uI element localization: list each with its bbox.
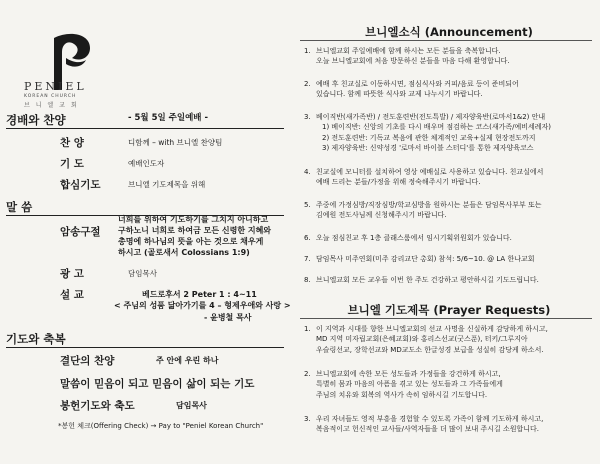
announcement-item: 4. 친교실에 모니터를 설치하여 영상 예배실로 사용하고 있습니다. 친교실에서 예배 드리는 분들/가정을 위해 정숙해주시기 바랍니다. bbox=[304, 168, 544, 187]
prayer-request-item: 1. 이 지역과 시대를 향한 브니엘교회의 선교 사명을 신실하게 감당하게 하시고, MD 지역 미자립교회(은혜교회)와 홍리스선교(굿스푼), 터키/그루지아 우슬링선교, 장학선교와 MD교도소 한글성경 보급을 성실히 감당케 하소서. bbox=[304, 325, 548, 354]
service-date: - 5월 5일 주일예배 - bbox=[128, 113, 208, 123]
sermon-title: < 주님의 성품 닮아가기를 4 – 형제우애와 사랑 > bbox=[114, 301, 291, 310]
joint-prayer-label: 합심기도 bbox=[60, 179, 101, 191]
sermon-label: 설 교 bbox=[60, 289, 84, 301]
prayer-request-item: 3. 우리 자녀들도 영적 부흥을 경험할 수 있도록 가족이 함께 기도하게 하시고, 복음적이고 헌신적인 교사들/사역자들을 더 많이 보내 주시길 소원합니다. bbox=[304, 415, 544, 434]
prayer-section-title: 기도와 축복 bbox=[6, 332, 66, 346]
sermon-reference: 베드로후서 2 Peter 1 : 4~11 bbox=[142, 290, 257, 299]
worship-section-title: 경배와 찬양 bbox=[6, 113, 66, 127]
announcements-divider bbox=[300, 40, 592, 41]
brand-church: KOREAN CHURCH bbox=[24, 94, 77, 99]
closing-hymn-label: 결단의 찬양 bbox=[60, 355, 115, 367]
praise-label: 찬 양 bbox=[60, 137, 84, 149]
prayer-divider bbox=[6, 347, 284, 348]
announcement-item: 1. 브니엘교회 주일예배에 함께 하시는 모든 분들을 축복합니다. 오늘 브니엘교회에 처음 방문하신 분들을 마음 다해 환영합니다. bbox=[304, 47, 510, 66]
memory-verse-text: 너희를 위하여 기도하기를 그치지 아니하고 구하노니 너희로 하여금 모든 신령한 지혜와 총명에 하나님의 뜻을 아는 것으로 채우게 하시고 (골로새서 Colossians 1:9) bbox=[118, 215, 272, 257]
closing-hymn-value: 주 안에 우린 하나 bbox=[156, 356, 219, 365]
prayer-request-item: 2. 브니엘교회에 속한 모든 성도들과 가정들을 강건하게 하시고, 특별히 몸과 마음의 아픔을 겪고 있는 성도들과 그 가족들에게 주님의 치유와 회복의 역사가 속히 임하시길 기도합니다. bbox=[304, 370, 503, 399]
announcement-item: 8. 브니엘교회 모든 교우들 이번 한 주도 건강하고 평안하시길 기도드립니다. bbox=[304, 276, 539, 284]
prayer-requests-title: 브니엘 기도제목 (Prayer Requests) bbox=[347, 303, 551, 317]
announcement-value: 담임목사 bbox=[128, 269, 157, 278]
sermon-pastor: - 윤병철 목사 bbox=[204, 313, 252, 322]
brand-name: PENIEL bbox=[24, 80, 87, 93]
announcement-item: 3. 베이직반(새가족반) / 전도훈련반(전도특발) / 제자양육반(로마서1&2) 안내 1) 베이직반: 신앙의 기초를 다시 배우며 점검하는 코스(새가족/예비세례자) 2) 전도훈련반: 기독교 복음에 관한 체계적인 교육+실제 현장전도까지 3) 제자양육반: 신약성경 '로마서 바이블 스터디'를 통한 제자양육코스 bbox=[304, 113, 552, 153]
announcement-item: 7. 담임목사 미주연회(미주 감리교단 총회) 참석: 5/6~10. @ LA 한나교회 bbox=[304, 255, 535, 263]
announcements-title: 브니엘소식 (Announcement) bbox=[365, 25, 533, 39]
word-section-title: 말 씀 bbox=[6, 200, 33, 214]
prayer-value: 예배인도자 bbox=[128, 159, 165, 168]
memory-verse-label: 암송구절 bbox=[60, 226, 101, 238]
announcement-item: 6. 오늘 점심친교 후 1층 클래스룸에서 임시기획위원회가 있습니다. bbox=[304, 234, 512, 242]
prayer-requests-divider bbox=[300, 318, 592, 319]
prayer-label: 기 도 bbox=[60, 158, 84, 170]
worship-divider bbox=[6, 128, 284, 129]
praise-value: 디함께 – with 브니엘 찬양팀 bbox=[128, 138, 223, 147]
announcement-item: 5. 주중에 가정심방/직장심방/학교심방을 원하시는 분들은 담임목사부부 또는 김예원 전도사님께 신청해주시기 바랍니다. bbox=[304, 201, 542, 220]
offering-prayer-value: 담임목사 bbox=[176, 401, 207, 410]
brand-korean: 브 니 엘 교 회 bbox=[24, 102, 79, 109]
joint-prayer-value: 브니엘 기도제목을 위해 bbox=[128, 180, 206, 189]
offering-prayer-label: 봉헌기도와 축도 bbox=[60, 400, 135, 412]
prayer-motto: 말씀이 믿음이 되고 믿음이 삶이 되는 기도 bbox=[60, 378, 255, 390]
announcement-item: 2. 예배 후 친교실로 이동하시면, 점심식사와 커피/음료 등이 준비되어 있습니다. 함께 따뜻한 식사와 교제 나누시기 바랍니다. bbox=[304, 80, 519, 99]
brand-block bbox=[24, 80, 114, 109]
offering-check-note: *봉헌 체크(Offering Check) → Pay to "Peniel Korean Church" bbox=[58, 422, 264, 430]
announcement-label: 광 고 bbox=[60, 268, 84, 280]
